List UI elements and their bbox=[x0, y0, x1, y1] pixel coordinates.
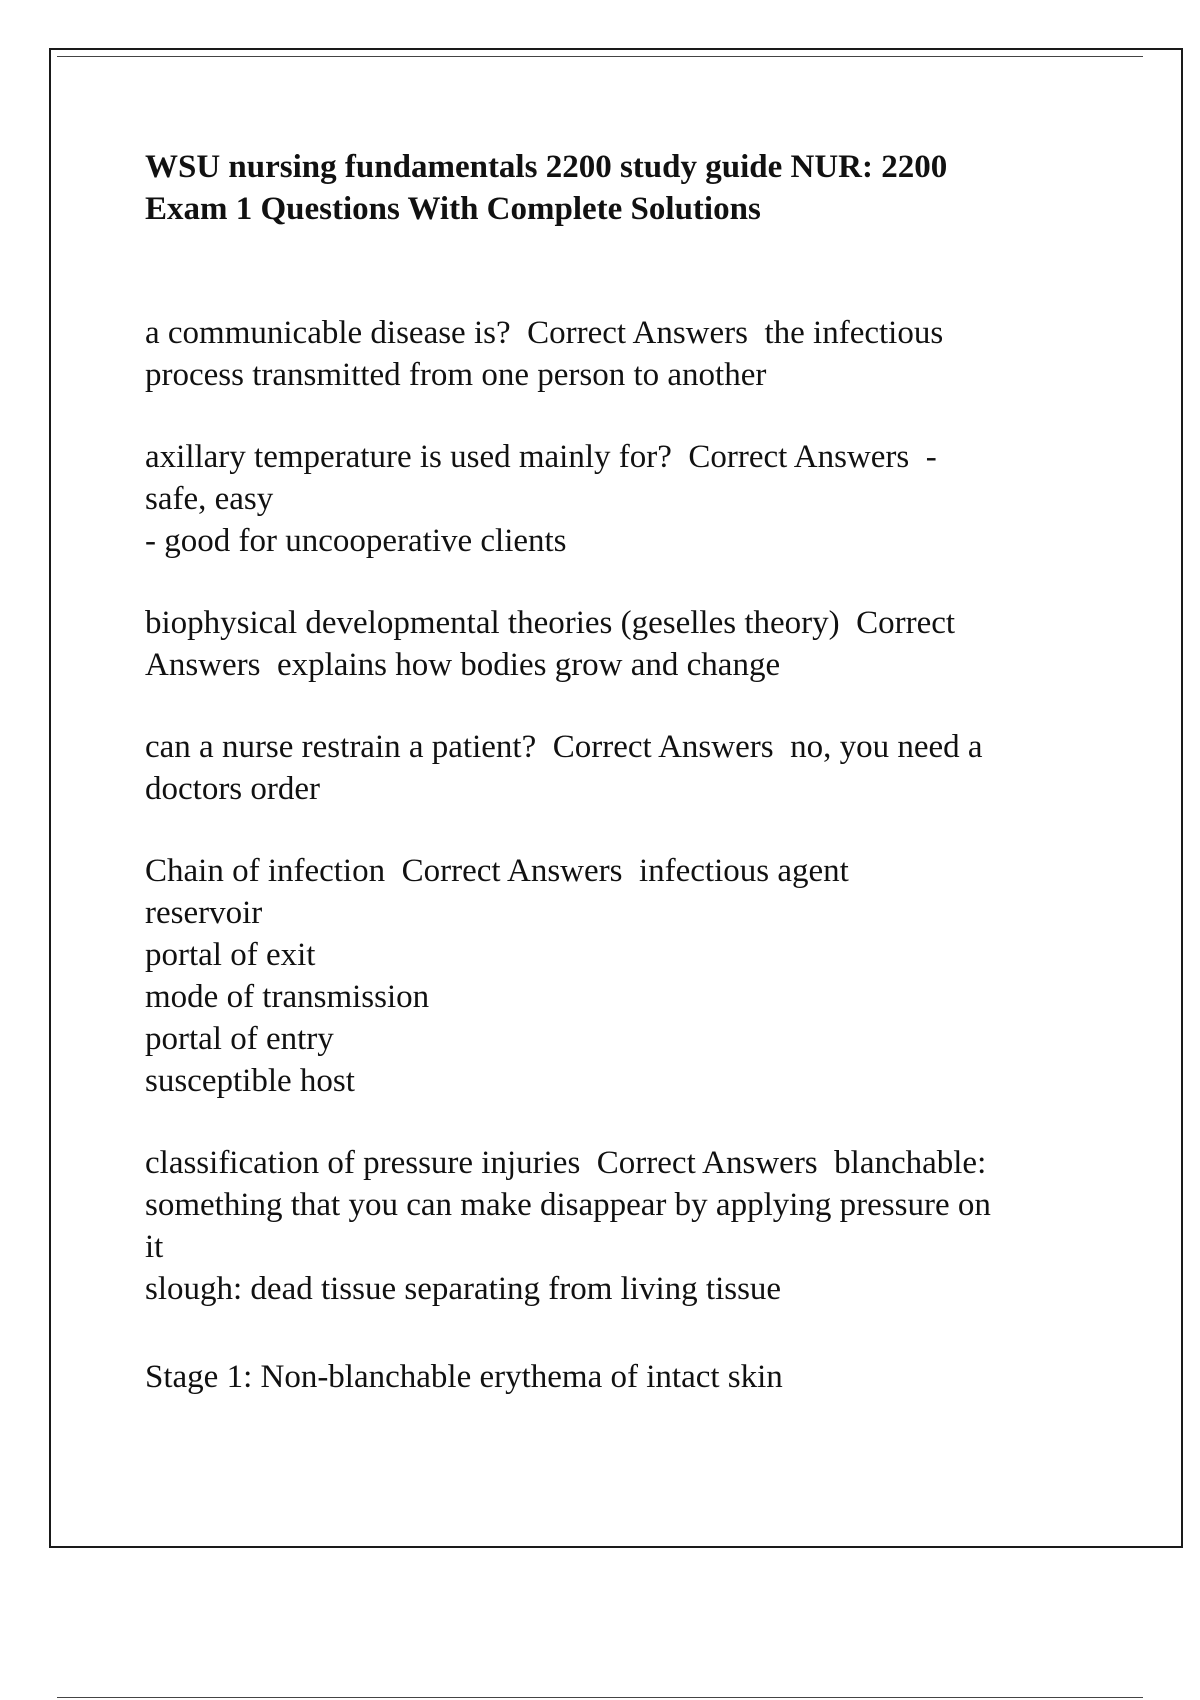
top-rule bbox=[57, 56, 1143, 57]
qa-entry-restrain-patient bbox=[145, 726, 1095, 810]
entry-line: axillary temperature is used mainly for? Correct Answers - bbox=[145, 439, 937, 475]
entry-line: it bbox=[145, 1229, 164, 1265]
entry-line: Chain of infection Correct Answers infectious agent bbox=[145, 853, 849, 889]
qa-entry-communicable-disease bbox=[145, 312, 1095, 396]
qa-entry-chain-of-infection bbox=[145, 850, 1095, 1102]
title-line: Exam 1 Questions With Complete Solutions bbox=[145, 191, 761, 227]
entry-line: safe, easy bbox=[145, 481, 274, 517]
qa-entry-pressure-injuries bbox=[145, 1142, 1095, 1310]
entry-line: something that you can make disappear by applying pressure on bbox=[145, 1187, 991, 1223]
entry-line: susceptible host bbox=[145, 1063, 355, 1099]
entry-line: can a nurse restrain a patient? Correct Answers no, you need a bbox=[145, 729, 983, 765]
qa-entry-axillary-temperature bbox=[145, 436, 1095, 562]
entry-line: mode of transmission bbox=[145, 979, 430, 1015]
entry-line: portal of entry bbox=[145, 1021, 334, 1057]
entry-line: doctors order bbox=[145, 771, 321, 807]
document-title bbox=[145, 146, 1095, 230]
entry-line: portal of exit bbox=[145, 937, 316, 973]
entry-line: slough: dead tissue separating from living tissue bbox=[145, 1271, 782, 1307]
entry-line: classification of pressure injuries Correct Answers blanchable: bbox=[145, 1145, 987, 1181]
entry-line: Stage 1: Non-blanchable erythema of intact skin bbox=[145, 1359, 783, 1395]
entry-line: a communicable disease is? Correct Answers the infectious bbox=[145, 315, 944, 351]
entry-line: reservoir bbox=[145, 895, 263, 931]
entry-line: - good for uncooperative clients bbox=[145, 523, 567, 559]
qa-entry-biophysical-theories bbox=[145, 602, 1095, 686]
qa-entry-stage-1 bbox=[145, 1356, 1095, 1398]
bottom-rule bbox=[57, 1697, 1143, 1698]
entry-line: Answers explains how bodies grow and change bbox=[145, 647, 781, 683]
title-line: WSU nursing fundamentals 2200 study guide NUR: 2200 bbox=[145, 149, 948, 185]
entry-line: biophysical developmental theories (geselles theory) Correct bbox=[145, 605, 956, 641]
document-body bbox=[145, 146, 1095, 1438]
entry-line: process transmitted from one person to another bbox=[145, 357, 767, 393]
